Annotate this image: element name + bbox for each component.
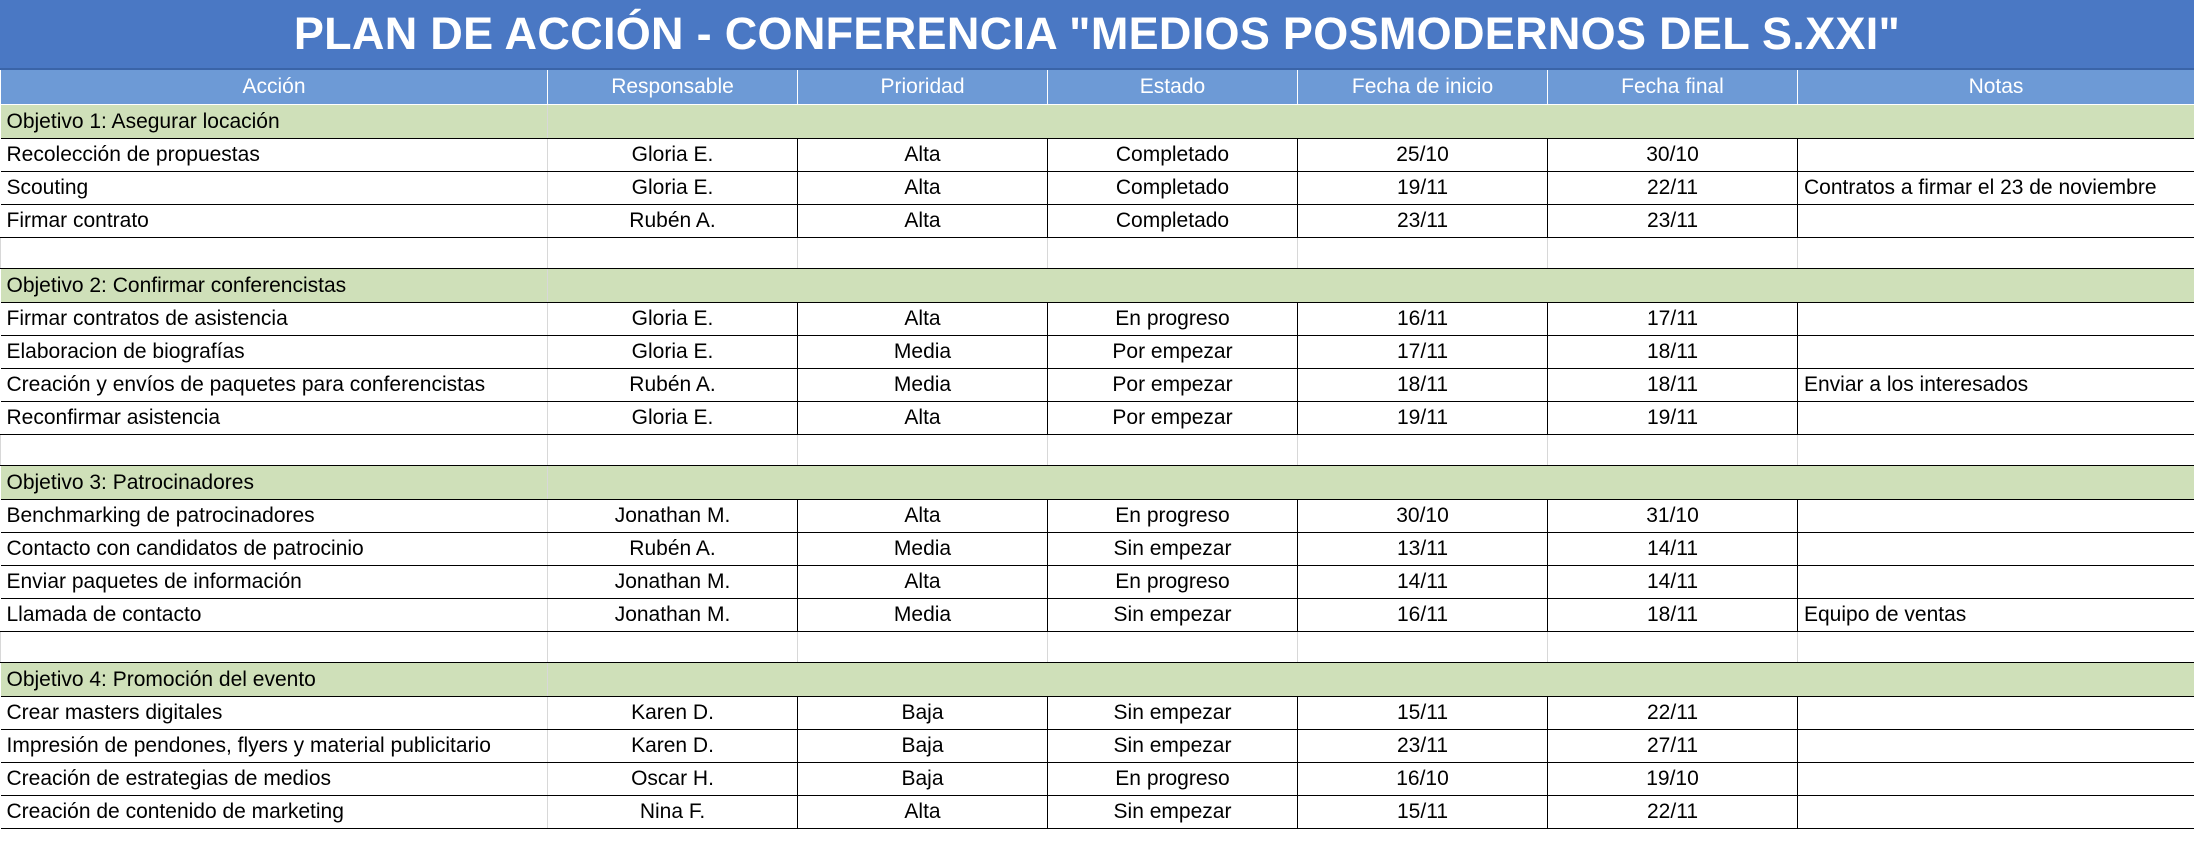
cell-fecha-final[interactable]: 14/11: [1548, 533, 1798, 566]
header-fecha-final[interactable]: Fecha final: [1548, 70, 1798, 105]
cell-fecha-inicio[interactable]: 23/11: [1298, 730, 1548, 763]
cell-accion[interactable]: Elaboracion de biografías: [1, 336, 548, 369]
cell-prioridad[interactable]: Alta: [798, 303, 1048, 336]
empty-cell[interactable]: [1548, 632, 1798, 663]
header-fecha-inicio[interactable]: Fecha de inicio: [1298, 70, 1548, 105]
cell-estado[interactable]: Sin empezar: [1048, 796, 1298, 829]
table-row: [1, 139, 2194, 172]
cell-estado[interactable]: Por empezar: [1048, 336, 1298, 369]
cell-fecha-final[interactable]: 18/11: [1548, 599, 1798, 632]
cell-estado[interactable]: Sin empezar: [1048, 730, 1298, 763]
header-estado[interactable]: Estado: [1048, 70, 1298, 105]
cell-responsable[interactable]: Jonathan M.: [548, 566, 798, 599]
cell-fecha-final[interactable]: 14/11: [1548, 566, 1798, 599]
cell-notas[interactable]: Equipo de ventas: [1798, 599, 2194, 632]
objective-row: [1, 663, 2194, 697]
cell-prioridad[interactable]: Alta: [798, 796, 1048, 829]
objective-row: [1, 466, 2194, 500]
table-row: [1, 402, 2194, 435]
cell-fecha-final[interactable]: 31/10: [1548, 500, 1798, 533]
cell-accion[interactable]: Llamada de contacto: [1, 599, 548, 632]
objective-title[interactable]: Objetivo 2: Confirmar conferencistas: [1, 269, 548, 303]
empty-cell[interactable]: [1048, 435, 1298, 466]
table-row: [1, 533, 2194, 566]
cell-estado[interactable]: En progreso: [1048, 500, 1298, 533]
cell-prioridad[interactable]: Media: [798, 369, 1048, 402]
blank-row: [1, 238, 2194, 269]
empty-cell[interactable]: [1798, 632, 2194, 663]
cell-fecha-final[interactable]: 23/11: [1548, 205, 1798, 238]
cell-accion[interactable]: Recolección de propuestas: [1, 139, 548, 172]
objective-fill-cell[interactable]: [548, 269, 2194, 303]
cell-accion[interactable]: Scouting: [1, 172, 548, 205]
cell-responsable[interactable]: Gloria E.: [548, 402, 798, 435]
cell-accion[interactable]: Firmar contrato: [1, 205, 548, 238]
cell-fecha-final[interactable]: 22/11: [1548, 172, 1798, 205]
objective-title[interactable]: Objetivo 3: Patrocinadores: [1, 466, 548, 500]
cell-fecha-final[interactable]: 18/11: [1548, 336, 1798, 369]
cell-responsable[interactable]: Gloria E.: [548, 139, 798, 172]
table-row: [1, 796, 2194, 829]
cell-responsable[interactable]: Gloria E.: [548, 336, 798, 369]
objective-fill-cell[interactable]: [548, 466, 2194, 500]
cell-fecha-inicio[interactable]: 14/11: [1298, 566, 1548, 599]
objective-fill-cell[interactable]: [548, 105, 2194, 139]
cell-prioridad[interactable]: Alta: [798, 500, 1048, 533]
cell-estado[interactable]: Sin empezar: [1048, 599, 1298, 632]
cell-fecha-inicio[interactable]: 15/11: [1298, 796, 1548, 829]
cell-notas[interactable]: [1798, 533, 2194, 566]
cell-accion[interactable]: Creación de estrategias de medios: [1, 763, 548, 796]
cell-prioridad[interactable]: Media: [798, 533, 1048, 566]
header-notas[interactable]: Notas: [1798, 70, 2194, 105]
cell-fecha-inicio[interactable]: 23/11: [1298, 205, 1548, 238]
cell-notas[interactable]: [1798, 697, 2194, 730]
cell-prioridad[interactable]: Baja: [798, 763, 1048, 796]
cell-responsable[interactable]: Karen D.: [548, 697, 798, 730]
cell-fecha-final[interactable]: 17/11: [1548, 303, 1798, 336]
empty-cell[interactable]: [1798, 238, 2194, 269]
cell-prioridad[interactable]: Baja: [798, 697, 1048, 730]
empty-cell[interactable]: [1298, 238, 1548, 269]
objective-row: [1, 269, 2194, 303]
cell-estado[interactable]: En progreso: [1048, 566, 1298, 599]
empty-cell[interactable]: [798, 435, 1048, 466]
cell-fecha-inicio[interactable]: 13/11: [1298, 533, 1548, 566]
cell-notas[interactable]: [1798, 763, 2194, 796]
header-prioridad[interactable]: Prioridad: [798, 70, 1048, 105]
cell-fecha-inicio[interactable]: 17/11: [1298, 336, 1548, 369]
empty-cell[interactable]: [1548, 435, 1798, 466]
cell-prioridad[interactable]: Alta: [798, 402, 1048, 435]
cell-fecha-inicio[interactable]: 19/11: [1298, 172, 1548, 205]
cell-fecha-inicio[interactable]: 16/10: [1298, 763, 1548, 796]
cell-accion[interactable]: Reconfirmar asistencia: [1, 402, 548, 435]
table-row: [1, 303, 2194, 336]
cell-accion[interactable]: Crear masters digitales: [1, 697, 548, 730]
cell-fecha-final[interactable]: 22/11: [1548, 796, 1798, 829]
header-responsable[interactable]: Responsable: [548, 70, 798, 105]
table-row: [1, 697, 2194, 730]
objective-row: [1, 105, 2194, 139]
cell-accion[interactable]: Impresión de pendones, flyers y material publicitario: [1, 730, 548, 763]
blank-row: [1, 435, 2194, 466]
table-row: [1, 566, 2194, 599]
objective-title[interactable]: Objetivo 4: Promoción del evento: [1, 663, 548, 697]
cell-fecha-inicio[interactable]: 15/11: [1298, 697, 1548, 730]
cell-accion[interactable]: Creación de contenido de marketing: [1, 796, 548, 829]
objective-title[interactable]: Objetivo 1: Asegurar locación: [1, 105, 548, 139]
table-row: [1, 599, 2194, 632]
cell-accion[interactable]: Firmar contratos de asistencia: [1, 303, 548, 336]
cell-accion[interactable]: Benchmarking de patrocinadores: [1, 500, 548, 533]
cell-estado[interactable]: Por empezar: [1048, 402, 1298, 435]
cell-fecha-final[interactable]: 22/11: [1548, 697, 1798, 730]
blank-row: [1, 632, 2194, 663]
cell-notas[interactable]: [1798, 730, 2194, 763]
cell-fecha-inicio[interactable]: 18/11: [1298, 369, 1548, 402]
cell-prioridad[interactable]: Alta: [798, 172, 1048, 205]
cell-estado[interactable]: En progreso: [1048, 763, 1298, 796]
table-row: [1, 369, 2194, 402]
header-row: [1, 70, 2194, 105]
empty-cell[interactable]: [548, 435, 798, 466]
cell-responsable[interactable]: Rubén A.: [548, 369, 798, 402]
page-title: PLAN DE ACCIÓN - CONFERENCIA "MEDIOS POSMODERNOS DEL S.XXI": [0, 0, 2194, 70]
cell-prioridad[interactable]: Baja: [798, 730, 1048, 763]
cell-responsable[interactable]: Jonathan M.: [548, 500, 798, 533]
cell-notas[interactable]: [1798, 500, 2194, 533]
cell-notas[interactable]: [1798, 796, 2194, 829]
cell-fecha-final[interactable]: 19/11: [1548, 402, 1798, 435]
cell-notas[interactable]: Enviar a los interesados: [1798, 369, 2194, 402]
empty-cell[interactable]: [798, 238, 1048, 269]
cell-responsable[interactable]: Oscar H.: [548, 763, 798, 796]
cell-fecha-inicio[interactable]: 25/10: [1298, 139, 1548, 172]
cell-estado[interactable]: Sin empezar: [1048, 697, 1298, 730]
cell-notas[interactable]: [1798, 336, 2194, 369]
cell-responsable[interactable]: Rubén A.: [548, 533, 798, 566]
empty-cell[interactable]: [1048, 632, 1298, 663]
cell-prioridad[interactable]: Media: [798, 336, 1048, 369]
cell-notas[interactable]: [1798, 205, 2194, 238]
cell-prioridad[interactable]: Alta: [798, 139, 1048, 172]
empty-cell[interactable]: [1798, 435, 2194, 466]
cell-prioridad[interactable]: Alta: [798, 205, 1048, 238]
empty-cell[interactable]: [1, 435, 548, 466]
cell-responsable[interactable]: Jonathan M.: [548, 599, 798, 632]
cell-fecha-inicio[interactable]: 19/11: [1298, 402, 1548, 435]
empty-cell[interactable]: [1, 632, 548, 663]
table-row: [1, 500, 2194, 533]
empty-cell[interactable]: [1, 238, 548, 269]
cell-responsable[interactable]: Rubén A.: [548, 205, 798, 238]
cell-estado[interactable]: Por empezar: [1048, 369, 1298, 402]
cell-responsable[interactable]: Gloria E.: [548, 303, 798, 336]
cell-estado[interactable]: Completado: [1048, 139, 1298, 172]
header-accion[interactable]: Acción: [1, 70, 548, 105]
cell-estado[interactable]: Completado: [1048, 172, 1298, 205]
table-row: [1, 336, 2194, 369]
cell-responsable[interactable]: Nina F.: [548, 796, 798, 829]
table-row: [1, 205, 2194, 238]
empty-cell[interactable]: [798, 632, 1048, 663]
table-row: [1, 172, 2194, 205]
cell-fecha-inicio[interactable]: 30/10: [1298, 500, 1548, 533]
cell-notas[interactable]: [1798, 402, 2194, 435]
cell-notas[interactable]: [1798, 139, 2194, 172]
cell-estado[interactable]: Completado: [1048, 205, 1298, 238]
cell-prioridad[interactable]: Media: [798, 599, 1048, 632]
empty-cell[interactable]: [1548, 238, 1798, 269]
cell-responsable[interactable]: Gloria E.: [548, 172, 798, 205]
table-row: [1, 763, 2194, 796]
empty-cell[interactable]: [1048, 238, 1298, 269]
table-row: [1, 730, 2194, 763]
cell-notas[interactable]: Contratos a firmar el 23 de noviembre: [1798, 172, 2194, 205]
cell-responsable[interactable]: Karen D.: [548, 730, 798, 763]
cell-notas[interactable]: [1798, 303, 2194, 336]
cell-estado[interactable]: En progreso: [1048, 303, 1298, 336]
cell-fecha-final[interactable]: 30/10: [1548, 139, 1798, 172]
cell-prioridad[interactable]: Alta: [798, 566, 1048, 599]
cell-fecha-inicio[interactable]: 16/11: [1298, 599, 1548, 632]
cell-fecha-inicio[interactable]: 16/11: [1298, 303, 1548, 336]
cell-fecha-final[interactable]: 27/11: [1548, 730, 1798, 763]
cell-fecha-final[interactable]: 19/10: [1548, 763, 1798, 796]
cell-accion[interactable]: Contacto con candidatos de patrocinio: [1, 533, 548, 566]
objective-fill-cell[interactable]: [548, 663, 2194, 697]
empty-cell[interactable]: [1298, 632, 1548, 663]
empty-cell[interactable]: [548, 238, 798, 269]
action-plan-table: [0, 70, 2194, 829]
empty-cell[interactable]: [548, 632, 798, 663]
cell-estado[interactable]: Sin empezar: [1048, 533, 1298, 566]
cell-accion[interactable]: Creación y envíos de paquetes para conferencistas: [1, 369, 548, 402]
cell-notas[interactable]: [1798, 566, 2194, 599]
empty-cell[interactable]: [1298, 435, 1548, 466]
cell-fecha-final[interactable]: 18/11: [1548, 369, 1798, 402]
cell-accion[interactable]: Enviar paquetes de información: [1, 566, 548, 599]
